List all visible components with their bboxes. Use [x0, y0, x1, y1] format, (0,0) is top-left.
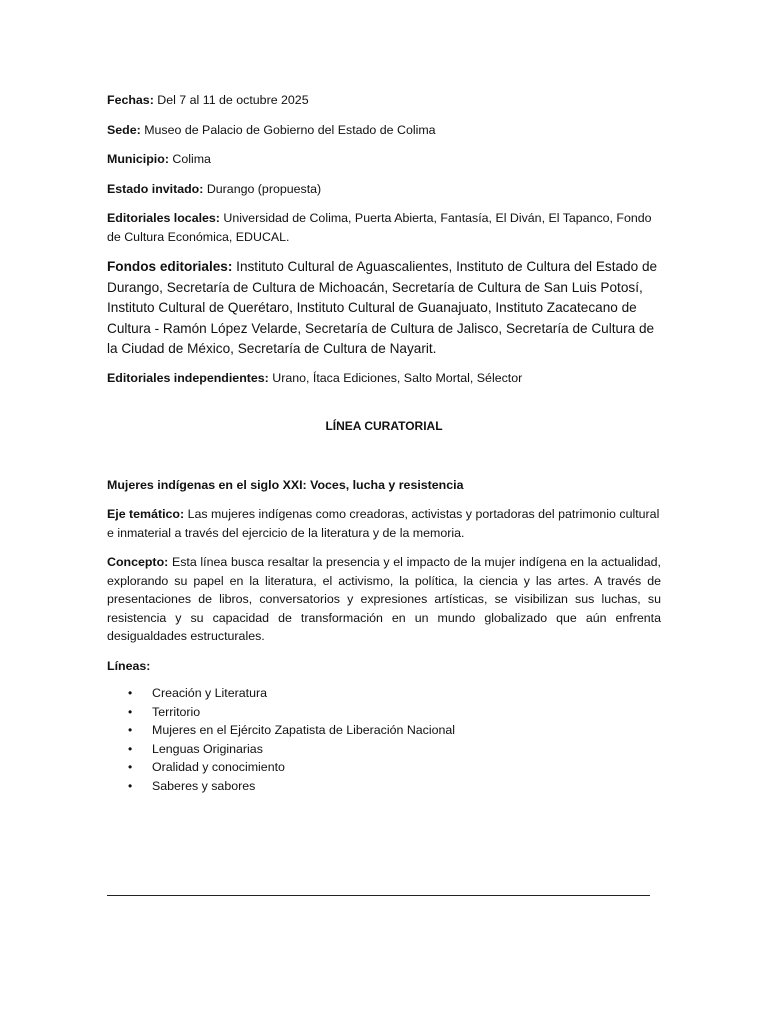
bullet-icon: •: [128, 778, 133, 793]
bullet-icon: •: [128, 686, 133, 700]
fondos-editoriales-paragraph: [107, 257, 661, 360]
fechas-label: Fechas:: [107, 93, 154, 107]
fondos-editoriales-label: Fondos editoriales:: [107, 259, 233, 274]
municipio-paragraph: [107, 150, 661, 169]
fechas-value: Del 7 al 11 de octubre 2025: [153, 93, 309, 107]
sede-value: Museo de Palacio de Gobierno del Estado de Colima: [140, 122, 436, 137]
list-item: [107, 703, 661, 722]
document-body: [107, 91, 661, 796]
bullet-icon: •: [128, 704, 133, 719]
list-item: [107, 684, 661, 703]
fondos-editoriales-value: Instituto Cultural de Aguascalientes, Instituto de Cultura del Estado de Durango, Secretaría de Cultura de Michoacán, Secretaría de Cultura de San Luis Potosí, Instituto Cultural de Querétaro, Instituto Cultural de Guanajuato, Instituto Zacatecano de Cultura - Ramón López Velarde, Secretaría de Cultura de Jalisco, Secretaría de Cultura de la Ciudad de México, Secretaría de Cultura de Nayarit.: [107, 259, 658, 356]
lineas-label: Líneas:: [107, 658, 151, 673]
curatorial-heading: LÍNEA CURATORIAL: [325, 419, 443, 433]
list-item-text: Creación y Literatura: [152, 686, 268, 700]
list-item: [107, 777, 661, 796]
editoriales-independientes-label: Editoriales independientes:: [107, 370, 269, 385]
editoriales-locales-label: Editoriales locales:: [107, 211, 220, 225]
list-item: [107, 758, 661, 777]
eje-tematico-label: Eje temático:: [107, 507, 185, 521]
list-item-text: Saberes y sabores: [152, 778, 256, 793]
bullet-icon: •: [128, 760, 133, 775]
municipio-label: Municipio:: [107, 152, 169, 166]
list-item-text: Mujeres en el Ejército Zapatista de Liberación Nacional: [152, 723, 456, 738]
sede-label: Sede:: [107, 122, 141, 137]
bullet-icon: •: [128, 723, 133, 738]
list-item: [107, 740, 661, 759]
estado-invitado-paragraph: [107, 180, 661, 199]
list-item-text: Territorio: [152, 704, 201, 719]
estado-invitado-label: Estado invitado:: [107, 181, 204, 196]
lineas-paragraph: [107, 657, 661, 676]
sede-paragraph: [107, 121, 661, 140]
list-item-text: Oralidad y conocimiento: [152, 760, 285, 775]
editoriales-independientes-paragraph: [107, 369, 661, 388]
editoriales-independientes-value: Urano, Ítaca Ediciones, Salto Mortal, Sélector: [268, 370, 523, 385]
bullet-icon: •: [128, 741, 133, 756]
lineas-list: [107, 684, 661, 796]
concepto-paragraph: [107, 553, 661, 646]
estado-invitado-value: Durango (propuesta): [203, 181, 322, 196]
concepto-value: Esta línea busca resaltar la presencia y el impacto de la mujer indígena en la actualidad, explorando su papel en la literatura, el activismo, la política, la ciencia y las artes. A través de presentaciones de libros, conversatorios y expresiones artísticas, se visibilizan sus luchas, su resistencia y su capacidad de transformación en un mundo globalizado que aún enfrenta desigualdades estructurales.: [107, 555, 661, 643]
list-item-text: Lenguas Originarias: [152, 741, 263, 756]
list-item: [107, 721, 661, 740]
editoriales-locales-paragraph: [107, 209, 661, 246]
fechas-paragraph: [107, 91, 661, 110]
eje-tematico-paragraph: [107, 505, 661, 542]
concepto-label: Concepto:: [107, 555, 169, 569]
editoriales-locales-value: Universidad de Colima, Puerta Abierta, Fantasía, El Diván, El Tapanco, Fondo de Cultura Económica, EDUCAL.: [107, 211, 652, 244]
horizontal-rule: [107, 895, 650, 896]
eje-tematico-value: Las mujeres indígenas como creadoras, activistas y portadoras del patrimonio cultural e inmaterial a través del ejercicio de la literatura y de la memoria.: [107, 507, 660, 540]
municipio-value: Colima: [168, 152, 211, 166]
curatorial-subtitle: Mujeres indígenas en el siglo XXI: Voces, lucha y resistencia: [107, 477, 464, 492]
